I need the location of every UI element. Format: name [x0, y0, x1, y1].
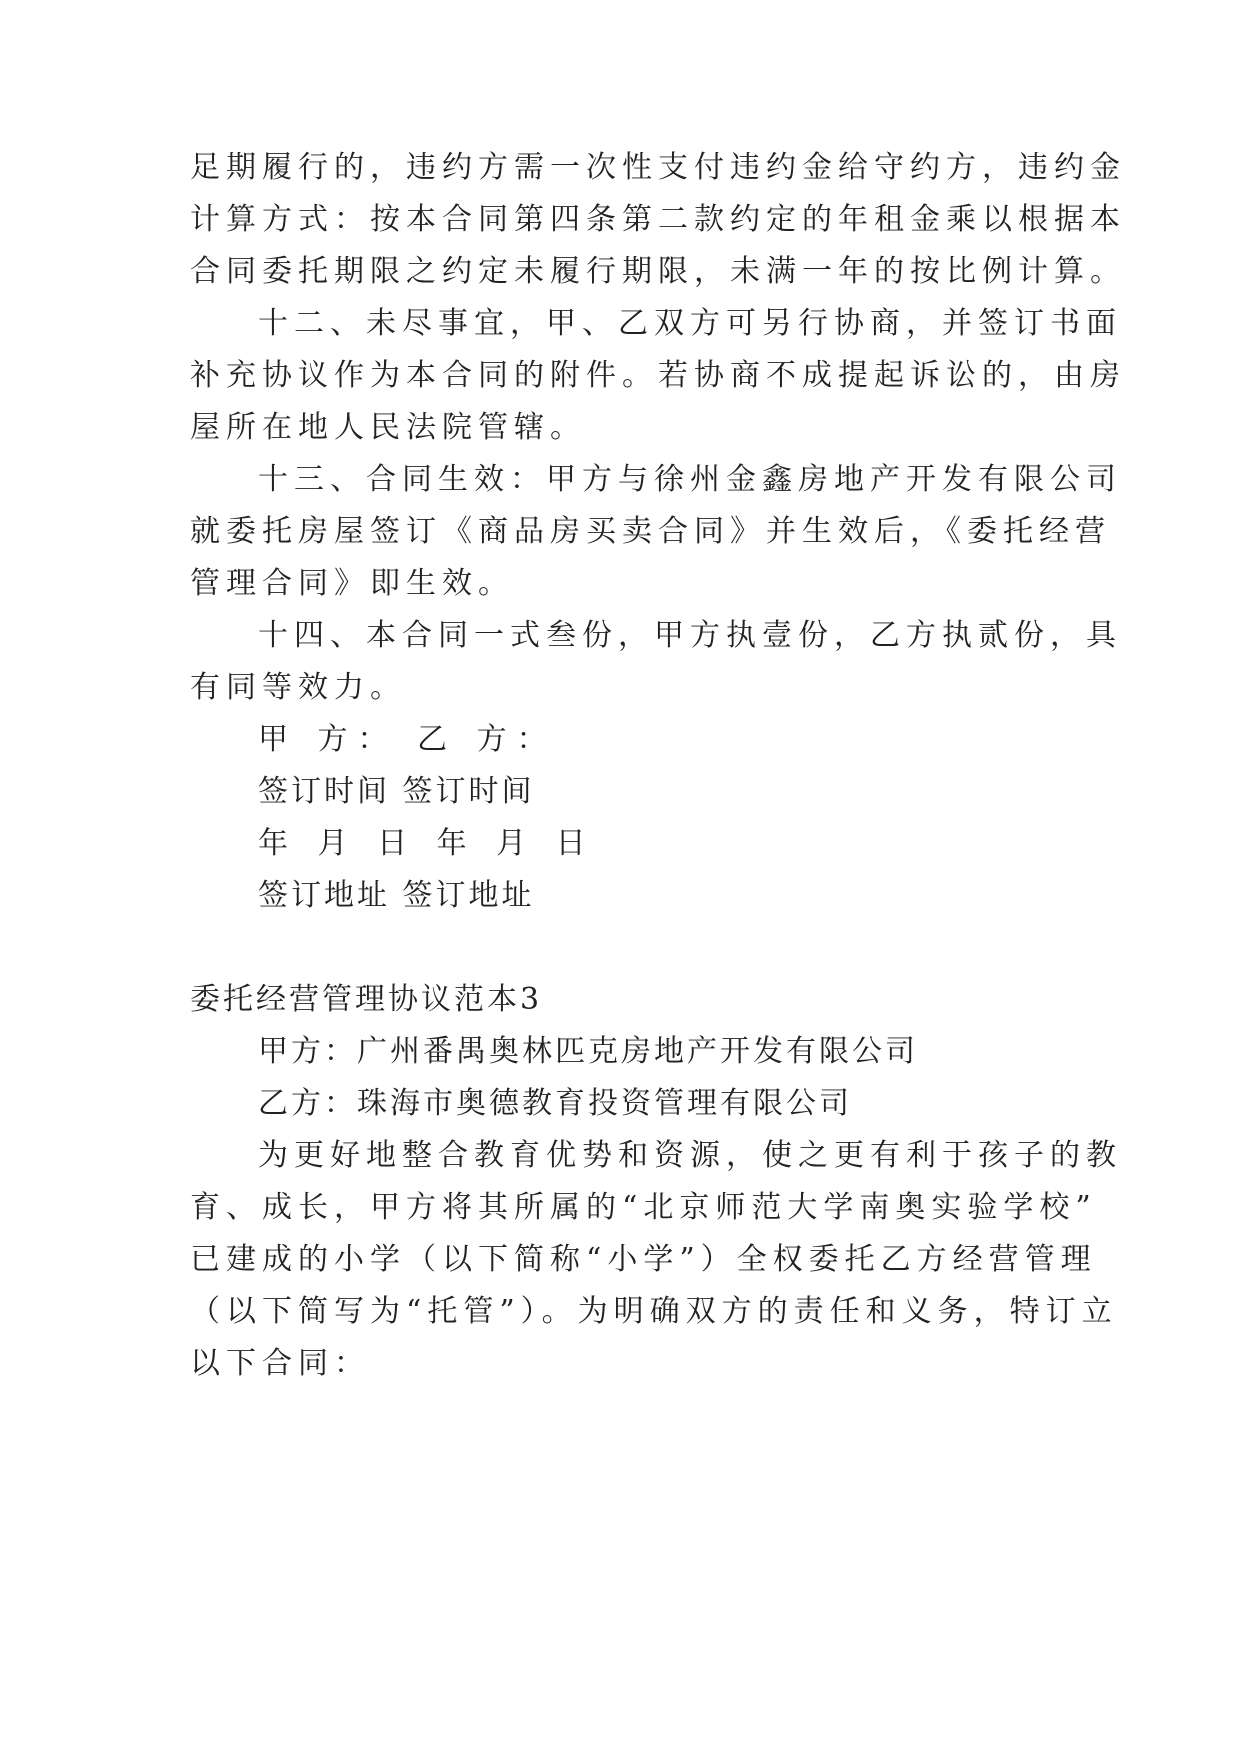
intro-line-2: 育、成长，甲方将其所属的“北京师范大学南奥实验学校”	[190, 1190, 1097, 1225]
intro-line-5: 以下合同：	[190, 1346, 370, 1381]
party-b: 乙方：珠海市奥德教育投资管理有限公司	[258, 1086, 852, 1121]
clause12-line-3: 屋所在地人民法院管辖。	[190, 410, 586, 445]
clause11-line-1: 足期履行的，违约方需一次性支付违约金给守约方，违约金	[190, 150, 1126, 185]
intro-line-3: 已建成的小学（以下简称“小学”）全权委托乙方经营管理	[190, 1242, 1097, 1277]
intro-line-1: 为更好地整合教育优势和资源，使之更有利于孩子的教	[258, 1138, 1122, 1173]
signature-address: 签订地址 签订地址	[258, 878, 535, 913]
clause13-line-2: 就委托房屋签订《商品房买卖合同》并生效后，《委托经营	[190, 514, 1111, 549]
signature-date: 年 月 日 年 月 日	[258, 826, 596, 861]
clause14-line-1: 十四、本合同一式叁份，甲方执壹份，乙方执贰份，具	[258, 618, 1122, 653]
section-title: 委托经营管理协议范本3	[190, 982, 543, 1017]
intro-line-4: （以下简写为“托管”）。为明确双方的责任和义务，特订立	[190, 1294, 1118, 1329]
clause11-line-3: 合同委托期限之约定未履行期限，未满一年的按比例计算。	[190, 254, 1126, 289]
clause12-line-2: 补充协议作为本合同的附件。若协商不成提起诉讼的，由房	[190, 358, 1126, 393]
clause13-line-1: 十三、合同生效：甲方与徐州金鑫房地产开发有限公司	[258, 462, 1122, 497]
clause11-line-2: 计算方式：按本合同第四条第二款约定的年租金乘以根据本	[190, 202, 1126, 237]
clause14-line-2: 有同等效力。	[190, 670, 406, 705]
clause13-line-3: 管理合同》即生效。	[190, 566, 514, 601]
signature-time: 签订时间 签订时间	[258, 774, 535, 809]
clause12-line-1: 十二、未尽事宜，甲、乙双方可另行协商，并签订书面	[258, 306, 1122, 341]
party-a: 甲方：广州番禺奥林匹克房地产开发有限公司	[258, 1034, 918, 1069]
signature-parties: 甲 方： 乙 方：	[258, 722, 557, 757]
